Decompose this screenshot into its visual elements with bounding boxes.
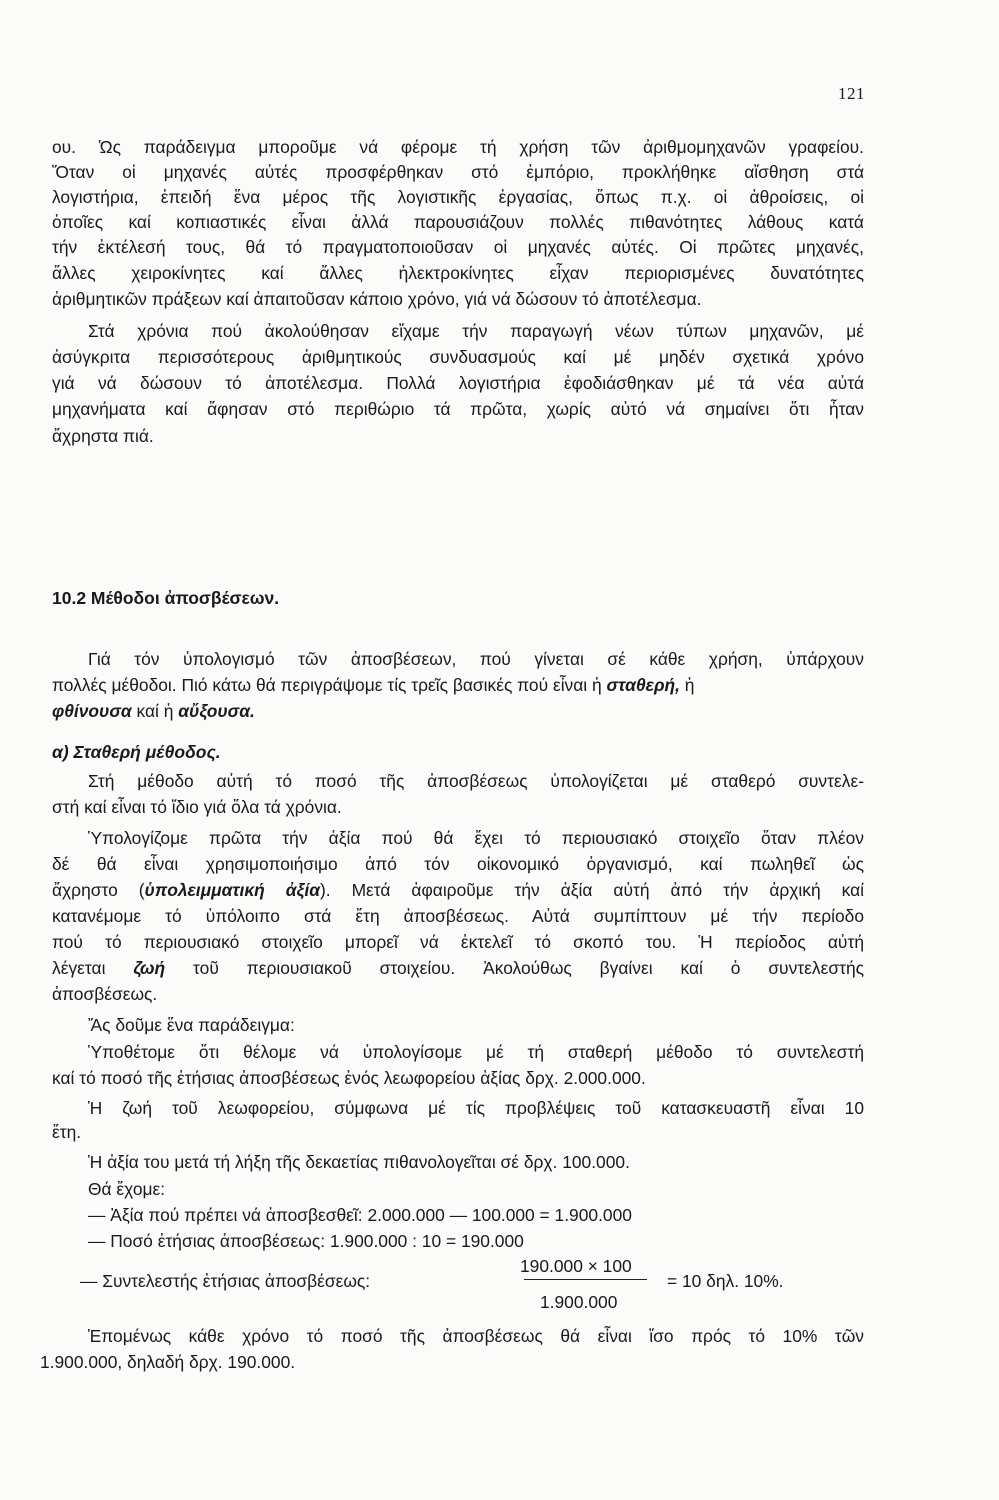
calc-item-label: — Συντελεστής ἐτήσιας ἀποσβέσεως: — [80, 1271, 371, 1291]
text-line: Στά χρόνια πού ἀκολούθησαν εἴχαμε τήν παραγωγή νέων τύπων μηχανῶν, μέ — [88, 321, 864, 341]
text-line — [52, 956, 864, 980]
text-line: Ὑπολογίζομε πρῶτα τήν ἀξία πού θά ἔχει τό περιουσιακό στοιχεῖο ὅταν πλέον — [88, 828, 864, 848]
intro-text: καί ἡ — [131, 701, 179, 721]
text-line — [52, 673, 864, 697]
intro-text: πολλές μέθοδοι. Πιό κάτω θά περιγράψομε τίς τρεῖς βασικές πού εἶναι ἡ — [52, 675, 602, 695]
text-line: πού τό περιουσιακό στοιχεῖο μπορεῖ νά ἐκτελεῖ τό σκοπό του. Ἡ περίοδος αὐτή — [52, 932, 864, 952]
text-line: κατανέμομε τό ὑπόλοιπο στά ἔτη ἀποσβέσεως. Αὐτά συμπίπτουν μέ τήν περίοδο — [52, 906, 864, 926]
text-line: Ὑποθέτομε ὅτι θέλομε νά ὑπολογίσομε μέ τή σταθερή μέθοδο τό συντελεστή — [88, 1042, 864, 1062]
term-fixed: σταθερή, — [606, 675, 680, 695]
text-span: τοῦ περιουσιακοῦ στοιχείου. Ἀκολούθως βγαίνει καί ὁ συντελεστής — [165, 958, 864, 978]
term-life: ζωή — [133, 958, 166, 978]
text-line: τήν ἐκτέλεσή τους, θά τό πραγματοποιοῦσαν οἱ μηχανές αὐτές. Οἱ πρῶτες μηχανές, — [52, 237, 864, 257]
text-line: Ὅταν οἱ μηχανές αὐτές προσφέρθηκαν στό ἐμπόριο, προκλήθηκε αἴσθηση στά — [52, 162, 864, 182]
text-span: ἄχρηστο ( — [52, 880, 145, 900]
text-line — [52, 699, 864, 723]
text-span: λέγεται — [52, 958, 134, 978]
text-line: Γιά τόν ὑπολογισμό τῶν ἀποσβέσεων, πού γίνεται σέ κάθε χρήση, ὑπάρχουν — [88, 649, 864, 669]
text-line: ὁποῖες καί κοπιαστικές εἶναι ἀλλά παρουσιάζουν πολλές πιθανότητες λάθους κατά — [52, 212, 864, 232]
page-number: 121 — [838, 84, 865, 103]
term-residual-value: ὑπολειμματική ἀξία — [144, 880, 320, 900]
text-line: Ἡ ζωή τοῦ λεωφορείου, σύμφωνα μέ τίς προβλέψεις τοῦ κατασκευαστῆ εἶναι 10 — [88, 1098, 864, 1118]
text-line: μηχανήματα καί ἄφησαν στό περιθώριο τά πρῶτα, χωρίς αὐτό νά σημαίνει ὅτι ἦταν — [52, 399, 864, 419]
text-line: στή καί εἶναι τό ἴδιο γιά ὅλα τά χρόνια. — [52, 797, 342, 817]
text-line: ἄλλες χειροκίνητες καί ἄλλες ἠλεκτροκίνητες εἶχαν περιορισμένες δυνατότητες — [52, 263, 864, 283]
text-line: Ἄς δοῦμε ἕνα παράδειγμα: — [88, 1015, 295, 1035]
section-heading: 10.2 Μέθοδοι ἀποσβέσεων. — [52, 588, 280, 608]
text-line: ἀποσβέσεως. — [52, 984, 158, 1004]
text-line: Ἑπομένως κάθε χρόνο τό ποσό τῆς ἀποσβέσεως θά εἶναι ἴσο πρός τό 10% τῶν — [88, 1326, 864, 1346]
fraction-denominator: 1.900.000 — [540, 1292, 618, 1312]
text-line: ου. Ὡς παράδειγμα μποροῦμε νά φέρομε τή χρήση τῶν ἀριθμομηχανῶν γραφείου. — [52, 137, 864, 157]
intro-text: ἡ — [679, 675, 695, 695]
fraction-result: = 10 δηλ. 10%. — [667, 1271, 784, 1291]
calc-item: — Ποσό ἐτήσιας ἀποσβέσεως: 1.900.000 : 10 = 190.000 — [88, 1231, 524, 1251]
text-line: λογιστήρια, ἐπειδή ἕνα μέρος τῆς λογιστικῆς ἐργασίας, ὅπως π.χ. οἱ ἀθροίσεις, οἱ — [52, 187, 864, 207]
text-span: ). Μετά ἀφαιροῦμε τήν ἀξία αὐτή ἀπό τήν ἀρχική καί — [319, 880, 864, 900]
term-declining: φθίνουσα — [52, 701, 132, 721]
text-line: Στή μέθοδο αὐτή τό ποσό τῆς ἀποσβέσεως ὑπολογίζεται μέ σταθερό συντελε- — [88, 771, 864, 791]
text-line: 1.900.000, δηλαδή δρχ. 190.000. — [40, 1352, 296, 1372]
text-line: ἔτη. — [52, 1122, 82, 1142]
fraction-bar — [524, 1279, 647, 1280]
text-line: καί τό ποσό τῆς ἐτήσιας ἀποσβέσεως ἑνός λεωφορείου ἀξίας δρχ. 2.000.000. — [52, 1068, 646, 1088]
text-line: ἀριθμητικῶν πράξεων καί ἀπαιτοῦσαν κάποιο χρόνο, γιά νά δώσουν τό ἀποτέλεσμα. — [52, 289, 702, 309]
text-line: γιά νά δώσουν τό ἀποτέλεσμα. Πολλά λογιστήρια ἐφοδιάσθηκαν μέ τά νέα αὐτά — [52, 373, 864, 393]
calc-item: — Ἀξία πού πρέπει νά ἀποσβεσθεῖ: 2.000.000 — 100.000 = 1.900.000 — [88, 1205, 632, 1225]
text-line: Ἡ ἀξία του μετά τή λήξη τῆς δεκαετίας πιθανολογεῖται σέ δρχ. 100.000. — [88, 1152, 630, 1172]
text-line: ἀσύγκριτα περισσότερους ἀριθμητικούς συνδυασμούς καί μέ μηδέν σχετικά χρόνο — [52, 347, 864, 367]
text-line: δέ θά εἶναι χρησιμοποιήσιμο ἀπό τόν οἰκονομικό ὀργανισμό, καί πωληθεῖ ὡς — [52, 854, 864, 874]
fraction-numerator: 190.000 × 100 — [520, 1256, 632, 1276]
text-line — [52, 878, 864, 902]
text-line: Θά ἔχομε: — [88, 1179, 166, 1199]
text-line: ἄχρηστα πιά. — [52, 426, 154, 446]
term-increasing: αὔξουσα. — [178, 701, 255, 721]
subheading: α) Σταθερή μέθοδος. — [52, 742, 221, 762]
